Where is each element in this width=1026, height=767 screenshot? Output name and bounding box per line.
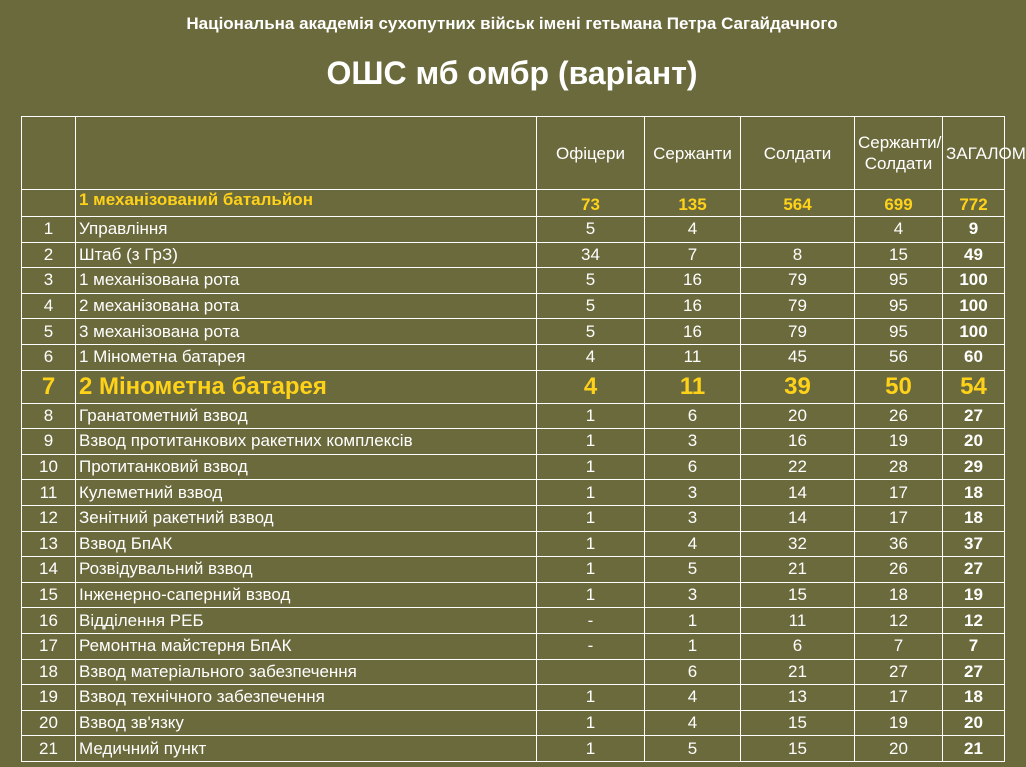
soldiers-cell: 20 bbox=[741, 403, 855, 429]
row-number: 8 bbox=[22, 403, 76, 429]
column-header-total: ЗАГАЛОМ bbox=[943, 117, 1005, 190]
sergeants-cell: 16 bbox=[645, 293, 741, 319]
sergeants-cell: 4 bbox=[645, 217, 741, 243]
total-cell: 54 bbox=[943, 370, 1005, 403]
unit-name: 2 механізована рота bbox=[76, 293, 537, 319]
soldiers-cell: 14 bbox=[741, 480, 855, 506]
soldiers-cell: 32 bbox=[741, 531, 855, 557]
sergeants-soldiers-cell: 95 bbox=[855, 293, 943, 319]
row-number: 15 bbox=[22, 582, 76, 608]
total-cell: 37 bbox=[943, 531, 1005, 557]
unit-name: Взвод технічного забезпечення bbox=[76, 685, 537, 711]
row-number: 21 bbox=[22, 736, 76, 762]
sergeants-cell: 4 bbox=[645, 531, 741, 557]
sergeants-soldiers-cell: 7 bbox=[855, 633, 943, 659]
sergeants-soldiers-cell: 95 bbox=[855, 268, 943, 294]
total-cell: 21 bbox=[943, 736, 1005, 762]
soldiers-cell: 15 bbox=[741, 710, 855, 736]
sergeants-soldiers-cell: 18 bbox=[855, 582, 943, 608]
total-cell: 9 bbox=[943, 217, 1005, 243]
soldiers-cell: 8 bbox=[741, 242, 855, 268]
column-header-name bbox=[76, 117, 537, 190]
row-number: 20 bbox=[22, 710, 76, 736]
table-row bbox=[22, 242, 1005, 268]
unit-name: Зенітний ракетний взвод bbox=[76, 505, 537, 531]
sergeants-cell: 6 bbox=[645, 454, 741, 480]
officers-cell: 5 bbox=[537, 319, 645, 345]
table-header-row bbox=[22, 117, 1005, 190]
sergeants-soldiers-cell: 28 bbox=[855, 454, 943, 480]
total-cell: 49 bbox=[943, 242, 1005, 268]
total-cell: 20 bbox=[943, 710, 1005, 736]
column-header-number bbox=[22, 117, 76, 190]
officers-cell: - bbox=[537, 608, 645, 634]
sergeants-cell: 4 bbox=[645, 685, 741, 711]
soldiers-cell: 79 bbox=[741, 293, 855, 319]
unit-name: Відділення РЕБ bbox=[76, 608, 537, 634]
summary-total: 772 bbox=[943, 190, 1005, 217]
unit-name: Гранатометний взвод bbox=[76, 403, 537, 429]
officers-cell: 1 bbox=[537, 710, 645, 736]
row-number: 19 bbox=[22, 685, 76, 711]
table-row bbox=[22, 710, 1005, 736]
table-row bbox=[22, 454, 1005, 480]
table-row bbox=[22, 736, 1005, 762]
officers-cell: 1 bbox=[537, 557, 645, 583]
total-cell: 20 bbox=[943, 429, 1005, 455]
total-cell: 60 bbox=[943, 344, 1005, 370]
sergeants-soldiers-cell: 19 bbox=[855, 710, 943, 736]
sergeants-soldiers-cell: 17 bbox=[855, 480, 943, 506]
unit-name: 2 Мінометна батарея bbox=[76, 370, 537, 403]
row-number: 14 bbox=[22, 557, 76, 583]
summary-soldiers: 564 bbox=[741, 190, 855, 217]
officers-cell: 5 bbox=[537, 293, 645, 319]
table-row bbox=[22, 480, 1005, 506]
officers-cell: 5 bbox=[537, 217, 645, 243]
unit-name: Інженерно-саперний взвод bbox=[76, 582, 537, 608]
sergeants-cell: 3 bbox=[645, 505, 741, 531]
sergeants-soldiers-cell: 27 bbox=[855, 659, 943, 685]
soldiers-cell bbox=[741, 217, 855, 243]
table-row bbox=[22, 429, 1005, 455]
sergeants-cell: 16 bbox=[645, 319, 741, 345]
officers-cell: 1 bbox=[537, 480, 645, 506]
total-cell: 100 bbox=[943, 268, 1005, 294]
table-row bbox=[22, 293, 1005, 319]
officers-cell: 34 bbox=[537, 242, 645, 268]
unit-name: Протитанковий взвод bbox=[76, 454, 537, 480]
officers-cell: 1 bbox=[537, 454, 645, 480]
officers-cell: 1 bbox=[537, 685, 645, 711]
total-cell: 27 bbox=[943, 557, 1005, 583]
total-cell: 100 bbox=[943, 319, 1005, 345]
sergeants-soldiers-cell: 12 bbox=[855, 608, 943, 634]
soldiers-cell: 79 bbox=[741, 319, 855, 345]
sergeants-cell: 6 bbox=[645, 659, 741, 685]
total-cell: 19 bbox=[943, 582, 1005, 608]
unit-name: Управління bbox=[76, 217, 537, 243]
soldiers-cell: 15 bbox=[741, 582, 855, 608]
column-header-sergeants: Сержанти bbox=[645, 117, 741, 190]
table-row bbox=[22, 268, 1005, 294]
unit-name: 1 Мінометна батарея bbox=[76, 344, 537, 370]
sergeants-soldiers-cell: 50 bbox=[855, 370, 943, 403]
officers-cell bbox=[537, 659, 645, 685]
total-cell: 12 bbox=[943, 608, 1005, 634]
sergeants-cell: 11 bbox=[645, 370, 741, 403]
soldiers-cell: 22 bbox=[741, 454, 855, 480]
sergeants-soldiers-cell: 19 bbox=[855, 429, 943, 455]
table-row bbox=[22, 633, 1005, 659]
summary-number-cell bbox=[22, 190, 76, 217]
soldiers-cell: 21 bbox=[741, 557, 855, 583]
sergeants-soldiers-cell: 15 bbox=[855, 242, 943, 268]
row-number: 3 bbox=[22, 268, 76, 294]
sergeants-cell: 11 bbox=[645, 344, 741, 370]
total-cell: 27 bbox=[943, 403, 1005, 429]
sergeants-soldiers-cell: 36 bbox=[855, 531, 943, 557]
officers-cell: 5 bbox=[537, 268, 645, 294]
unit-name: Ремонтна майстерня БпАК bbox=[76, 633, 537, 659]
total-cell: 18 bbox=[943, 505, 1005, 531]
sergeants-cell: 1 bbox=[645, 608, 741, 634]
summary-sergeants: 135 bbox=[645, 190, 741, 217]
column-header-sergeants-soldiers: Сержанти/Солдати bbox=[855, 117, 943, 190]
sergeants-cell: 3 bbox=[645, 429, 741, 455]
table-row bbox=[22, 659, 1005, 685]
total-cell: 18 bbox=[943, 480, 1005, 506]
total-cell: 18 bbox=[943, 685, 1005, 711]
row-number: 12 bbox=[22, 505, 76, 531]
sergeants-cell: 16 bbox=[645, 268, 741, 294]
row-number: 13 bbox=[22, 531, 76, 557]
row-number: 16 bbox=[22, 608, 76, 634]
column-header-officers: Офіцери bbox=[537, 117, 645, 190]
sergeants-soldiers-cell: 17 bbox=[855, 505, 943, 531]
summary-sergeants-soldiers: 699 bbox=[855, 190, 943, 217]
sergeants-soldiers-cell: 56 bbox=[855, 344, 943, 370]
table-row bbox=[22, 319, 1005, 345]
table-row bbox=[22, 557, 1005, 583]
sergeants-soldiers-cell: 20 bbox=[855, 736, 943, 762]
sergeants-soldiers-cell: 95 bbox=[855, 319, 943, 345]
row-number: 17 bbox=[22, 633, 76, 659]
unit-name: Взвод БпАК bbox=[76, 531, 537, 557]
total-cell: 7 bbox=[943, 633, 1005, 659]
academy-name: Національна академія сухопутних військ імені гетьмана Петра Сагайдачного bbox=[186, 14, 838, 33]
summary-officers: 73 bbox=[537, 190, 645, 217]
unit-name: Розвідувальний взвод bbox=[76, 557, 537, 583]
sergeants-cell: 1 bbox=[645, 633, 741, 659]
sergeants-soldiers-cell: 26 bbox=[855, 403, 943, 429]
unit-name: Взвод матеріального забезпечення bbox=[76, 659, 537, 685]
soldiers-cell: 13 bbox=[741, 685, 855, 711]
unit-name: Кулеметний взвод bbox=[76, 480, 537, 506]
staff-table bbox=[21, 116, 1026, 762]
sergeants-cell: 3 bbox=[645, 582, 741, 608]
table-row bbox=[22, 505, 1005, 531]
sergeants-soldiers-cell: 26 bbox=[855, 557, 943, 583]
officers-cell: 1 bbox=[537, 403, 645, 429]
officers-cell: 1 bbox=[537, 531, 645, 557]
total-cell: 27 bbox=[943, 659, 1005, 685]
officers-cell: 4 bbox=[537, 370, 645, 403]
total-cell: 29 bbox=[943, 454, 1005, 480]
row-number: 5 bbox=[22, 319, 76, 345]
soldiers-cell: 6 bbox=[741, 633, 855, 659]
table-row bbox=[22, 608, 1005, 634]
officers-cell: - bbox=[537, 633, 645, 659]
unit-name: Штаб (з ГрЗ) bbox=[76, 242, 537, 268]
sergeants-cell: 6 bbox=[645, 403, 741, 429]
sergeants-cell: 7 bbox=[645, 242, 741, 268]
officers-cell: 1 bbox=[537, 505, 645, 531]
row-number: 11 bbox=[22, 480, 76, 506]
officers-cell: 1 bbox=[537, 429, 645, 455]
officers-cell: 1 bbox=[537, 736, 645, 762]
row-number: 9 bbox=[22, 429, 76, 455]
battalion-summary-row bbox=[22, 190, 1005, 217]
officers-cell: 4 bbox=[537, 344, 645, 370]
sergeants-soldiers-cell: 4 bbox=[855, 217, 943, 243]
soldiers-cell: 45 bbox=[741, 344, 855, 370]
total-cell: 100 bbox=[943, 293, 1005, 319]
row-number: 2 bbox=[22, 242, 76, 268]
summary-label: 1 механізований батальйон bbox=[76, 190, 537, 217]
sergeants-cell: 3 bbox=[645, 480, 741, 506]
unit-name: Взвод зв'язку bbox=[76, 710, 537, 736]
soldiers-cell: 15 bbox=[741, 736, 855, 762]
unit-name: 1 механізована рота bbox=[76, 268, 537, 294]
sergeants-cell: 5 bbox=[645, 736, 741, 762]
row-number: 10 bbox=[22, 454, 76, 480]
table-row bbox=[22, 582, 1005, 608]
row-number: 7 bbox=[22, 370, 76, 403]
table-row bbox=[22, 217, 1005, 243]
sergeants-cell: 4 bbox=[645, 710, 741, 736]
column-header-soldiers: Солдати bbox=[741, 117, 855, 190]
unit-name: 3 механізована рота bbox=[76, 319, 537, 345]
soldiers-cell: 16 bbox=[741, 429, 855, 455]
table-row bbox=[22, 370, 1005, 403]
table-row bbox=[22, 531, 1005, 557]
row-number: 6 bbox=[22, 344, 76, 370]
row-number: 18 bbox=[22, 659, 76, 685]
soldiers-cell: 79 bbox=[741, 268, 855, 294]
soldiers-cell: 11 bbox=[741, 608, 855, 634]
row-number: 1 bbox=[22, 217, 76, 243]
soldiers-cell: 14 bbox=[741, 505, 855, 531]
table-row bbox=[22, 685, 1005, 711]
unit-name: Медичний пункт bbox=[76, 736, 537, 762]
sergeants-soldiers-cell: 17 bbox=[855, 685, 943, 711]
soldiers-cell: 39 bbox=[741, 370, 855, 403]
slide-title: ОШС мб омбр (варіант) bbox=[326, 55, 698, 91]
sergeants-cell: 5 bbox=[645, 557, 741, 583]
unit-name: Взвод протитанкових ракетних комплексів bbox=[76, 429, 537, 455]
table-row bbox=[22, 403, 1005, 429]
soldiers-cell: 21 bbox=[741, 659, 855, 685]
row-number: 4 bbox=[22, 293, 76, 319]
officers-cell: 1 bbox=[537, 582, 645, 608]
table-row bbox=[22, 344, 1005, 370]
